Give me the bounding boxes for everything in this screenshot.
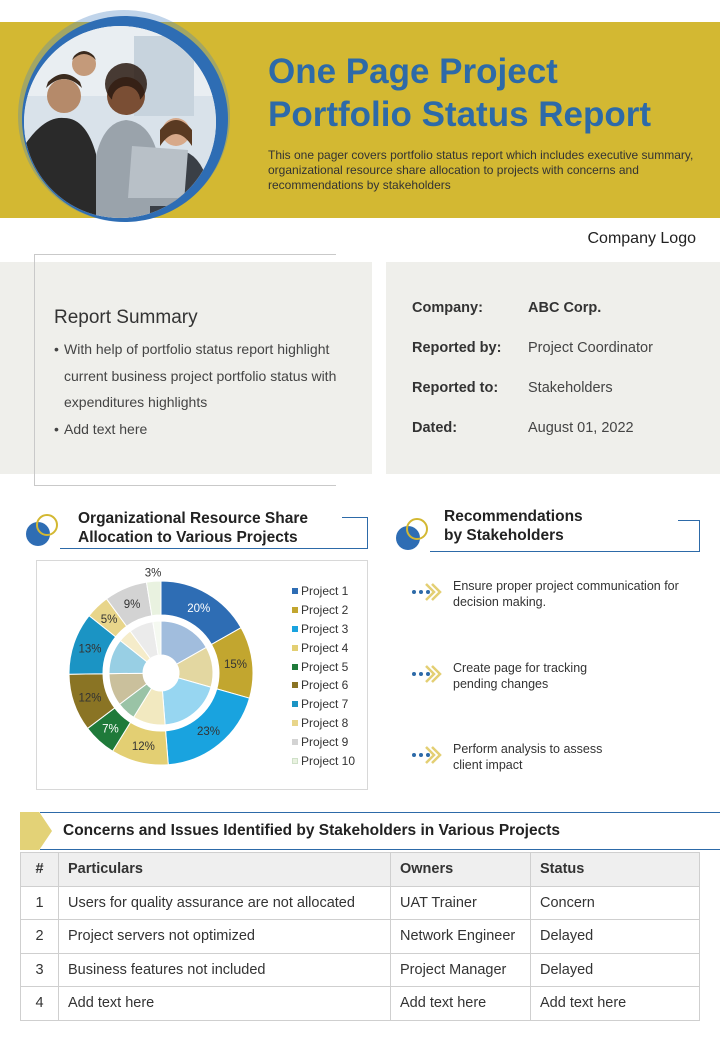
legend-swatch xyxy=(292,758,298,764)
table-row xyxy=(21,920,700,954)
table-cell: Project Manager xyxy=(391,953,531,987)
table-row xyxy=(21,987,700,1021)
table-cell: Project servers not optimized xyxy=(59,920,391,954)
pie-center-hole xyxy=(143,655,179,691)
info-value: Project Coordinator xyxy=(528,340,653,356)
legend-item xyxy=(292,620,355,639)
team-photo-icon xyxy=(24,26,216,218)
dots-arrow-icon xyxy=(410,582,442,602)
table-cell: 4 xyxy=(21,987,59,1021)
table-cell: Business features not included xyxy=(59,953,391,987)
pie-data-label: 15% xyxy=(223,659,247,672)
legend-item xyxy=(292,676,355,695)
table-cell: Add text here xyxy=(531,987,700,1021)
legend-swatch xyxy=(292,701,298,707)
table-row xyxy=(21,953,700,987)
section-bracket-top xyxy=(342,517,368,549)
recommendation-text: Perform analysis to assess client impact xyxy=(453,742,603,772)
summary-bullet: • With help of portfolio status report highlight current business project portfolio status with expenditures highlights xyxy=(54,336,354,416)
legend-item xyxy=(292,732,355,751)
table-cell: Concern xyxy=(531,886,700,920)
dots-arrow-icon xyxy=(410,745,442,765)
report-summary-list xyxy=(54,336,354,442)
legend-item xyxy=(292,751,355,770)
column-header: Status xyxy=(531,853,700,887)
recommendation-text: Ensure proper project communication for decision making. xyxy=(453,579,679,609)
pie-data-label: 23% xyxy=(197,726,221,739)
table-cell: Add text here xyxy=(59,987,391,1021)
column-header: # xyxy=(21,853,59,887)
dots-arrow-icon xyxy=(410,664,442,684)
pie-data-label: 20% xyxy=(187,603,211,616)
column-header: Owners xyxy=(391,853,531,887)
pie-data-label: 7% xyxy=(102,723,119,736)
recommendations-title-line: Recommendations xyxy=(444,508,583,525)
info-value: ABC Corp. xyxy=(528,300,602,316)
legend-swatch xyxy=(292,720,298,726)
page-subtitle: This one pager covers portfolio status report which includes executive summary, organizational resource share allocation to projects with concerns and recommendations by stakeholders xyxy=(268,148,694,192)
pie-data-label: 5% xyxy=(100,613,118,626)
table-cell: 3 xyxy=(21,953,59,987)
table-cell: Delayed xyxy=(531,920,700,954)
pie-data-label: 12% xyxy=(78,692,102,705)
legend-swatch xyxy=(292,607,298,613)
table-cell: 1 xyxy=(21,886,59,920)
legend-item xyxy=(292,601,355,620)
column-header: Particulars xyxy=(59,853,391,887)
section-bracket-top xyxy=(678,520,700,552)
legend-swatch xyxy=(292,739,298,745)
info-value: Stakeholders xyxy=(528,380,613,396)
legend-label: Project 5 xyxy=(301,659,349,674)
recommendations-section-title xyxy=(444,507,583,545)
table-cell: UAT Trainer xyxy=(391,886,531,920)
legend-item xyxy=(292,714,355,733)
legend-item xyxy=(292,657,355,676)
legend-label: Project 1 xyxy=(301,584,349,599)
legend-swatch xyxy=(292,588,298,594)
pie-data-label: 13% xyxy=(78,643,102,656)
pie-data-label: 3% xyxy=(144,567,162,580)
legend-label: Project 3 xyxy=(301,621,349,636)
resource-title-line: Organizational Resource Share xyxy=(78,510,308,527)
legend-label: Project 4 xyxy=(301,640,349,655)
legend-swatch xyxy=(292,682,298,688)
report-info-panel xyxy=(386,262,720,474)
table-cell: 2 xyxy=(21,920,59,954)
chart-legend xyxy=(292,582,355,770)
table-cell: Users for quality assurance are not allocated xyxy=(59,886,391,920)
info-label: Company: xyxy=(412,300,483,316)
legend-item xyxy=(292,638,355,657)
concerns-title: Concerns and Issues Identified by Stakeholders in Various Projects xyxy=(63,822,561,839)
page-title: One Page Project Portfolio Status Report xyxy=(268,52,652,134)
legend-label: Project 8 xyxy=(301,715,349,730)
recommendation-text: Create page for tracking pending changes xyxy=(453,661,588,691)
legend-label: Project 2 xyxy=(301,603,349,618)
info-label: Reported by: xyxy=(412,340,502,356)
table-cell: Network Engineer xyxy=(391,920,531,954)
table-cell: Add text here xyxy=(391,987,531,1021)
company-logo: Company Logo xyxy=(587,230,696,247)
pie-data-label: 12% xyxy=(131,740,155,753)
legend-label: Project 6 xyxy=(301,678,349,693)
concerns-table xyxy=(20,852,700,1021)
info-value: August 01, 2022 xyxy=(528,420,634,436)
table-header-row xyxy=(21,853,700,887)
recommendations-title-line: by Stakeholders xyxy=(444,527,564,544)
legend-swatch xyxy=(292,645,298,651)
legend-label: Project 10 xyxy=(301,753,356,768)
table-row xyxy=(21,886,700,920)
section-ring-icon xyxy=(36,514,58,536)
legend-item xyxy=(292,695,355,714)
resource-section-title xyxy=(78,509,308,547)
legend-label: Project 7 xyxy=(301,697,349,712)
report-summary-title: Report Summary xyxy=(54,307,198,328)
summary-bullet: • Add text here xyxy=(54,416,354,443)
legend-swatch xyxy=(292,626,298,632)
section-ring-icon xyxy=(406,518,428,540)
pie-data-label: 9% xyxy=(123,598,141,611)
info-label: Reported to: xyxy=(412,380,499,396)
info-label: Dated: xyxy=(412,420,458,436)
resource-title-line: Allocation to Various Projects xyxy=(78,529,298,546)
legend-label: Project 9 xyxy=(301,734,349,749)
legend-item xyxy=(292,582,355,601)
table-cell: Delayed xyxy=(531,953,700,987)
legend-swatch xyxy=(292,664,298,670)
